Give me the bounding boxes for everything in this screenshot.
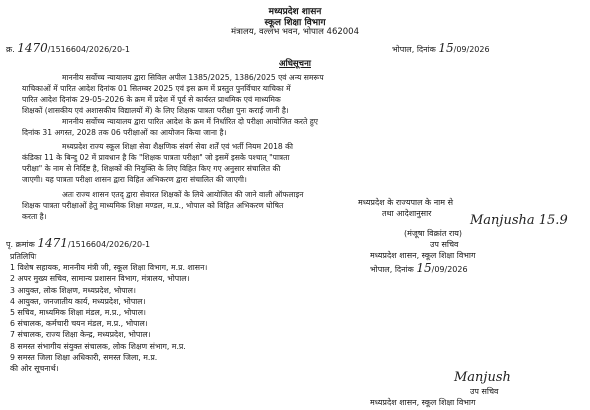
ref-date-1: भोपाल, दिनांक 15/09/2026 bbox=[392, 41, 490, 55]
paragraph-2: मध्यप्रदेश राज्य स्कूल शिक्षा सेवा शैक्षणिक संवर्ग सेवा शर्तें एवं भर्ती नियम 2018 की कंडिका 11 के बिन्दु 02 में प्रावधान है कि "शिक्षक पात्रता परीक्षा" जो इसमें इसके पश्चात् "पात्रता परीक्षा" के नाम से निर्दिष्ट है, शिक्षकों की नियुक्ति के लिए विहित किए गए अनुसार संचालित की जाएगी। यह पात्रता परीक्षा शासन द्वारा विहित अभिकरण द्वारा संचालित की जाएगी। bbox=[22, 142, 293, 184]
header-address: मंत्रालय, वल्लभ भवन, भोपाल 462004 bbox=[230, 27, 360, 37]
date-handwritten: 15 bbox=[438, 41, 454, 55]
date2-handwritten: 15 bbox=[416, 261, 432, 275]
list-item: 5 सचिव, माध्यमिक शिक्षा मंडल, म.प्र., भोपाल। bbox=[10, 308, 146, 318]
list-item: 7 संचालक, राज्य शिक्षा केन्द्र, मध्यप्रदेश, भोपाल। bbox=[10, 330, 151, 340]
sig2-department: मध्यप्रदेश शासन, स्कूल शिक्षा विभाग bbox=[370, 398, 476, 407]
ref-suffix: /1516604/2026/20-1 bbox=[47, 45, 131, 54]
header-government: मध्यप्रदेश शासन bbox=[268, 7, 322, 17]
header-department: स्कूल शिक्षा विभाग bbox=[264, 18, 326, 28]
sig2-designation: उप सचिव bbox=[470, 387, 499, 396]
paragraph-1: माननीय सर्वोच्च न्यायालय द्वारा सिविल अपील 1385/2025, 1386/2025 एवं अन्य समरूप याचिकाओं में पारित आदेश दिनांक 01 सितम्बर 2025 एवं इस क्रम में प्रस्तुत पुनर्विचार याचिका में पारित आदेश दिनांक 29-05-2026 के क्रम में प्रदेश में पूर्व से कार्यरत प्राथमिक एवं माध्यमिक शिक्षकों (शासकीय एवं अशासकीय विद्यालयों में) के लिए शिक्षक पात्रता परीक्षा पुनः कराई जानी है। माननीय सर्वोच्च न्यायालय द्वारा पारित आदेश के क्रम में निर्धारित दो परीक्षा आयोजित करते हुए दिनांक 31 अगस्त, 2028 तक 06 परीक्षाओं का आयोजन किया जाना है। bbox=[22, 73, 324, 137]
sig1-authority-line: मध्यप्रदेश के राज्यपाल के नाम से bbox=[358, 198, 453, 207]
sig1-name: (मंजूषा विक्रांत राय) bbox=[404, 229, 463, 238]
paragraph-3: अतः राज्य शासन एतद् द्वारा सेवारत शिक्षकों के लिये आयोजित की जाने वाली ऑफलाइन शिक्षक पात्रता परीक्षाओं हेतु माध्यमिक शिक्षा मण्डल, म.प्र., भोपाल को विहित अभिकरण घोषित करता है। bbox=[22, 190, 304, 221]
list-item: 4 आयुक्त, जनजातीय कार्य, मध्यप्रदेश, भोपाल। bbox=[10, 296, 146, 306]
sig1-order-line: तथा आदेशानुसार bbox=[382, 209, 432, 218]
sig1-designation: उप सचिव bbox=[430, 240, 459, 249]
list-item: 2 अपर मुख्य सचिव, सामान्य प्रशासन विभाग, मंत्रालय, भोपाल। bbox=[10, 274, 190, 284]
ref-date-2: भोपाल, दिनांक 15/09/2026 bbox=[370, 261, 468, 275]
list-item: 8 समस्त संभागीय संयुक्त संचालक, लोक शिक्षण संभाग, म.प्र. bbox=[10, 341, 186, 351]
ref-number-2: पृ. क्रमांक 1471/1516604/2026/20-1 bbox=[6, 236, 151, 250]
ref-prefix: क्र. bbox=[6, 45, 15, 54]
copy-label: प्रतिलिपिः bbox=[10, 252, 37, 261]
copy-list bbox=[10, 251, 207, 374]
notification-title: अधिसूचना bbox=[279, 59, 311, 69]
ref-number-1 bbox=[6, 41, 130, 55]
list-item: 6 संचालक, कर्मचारी चयन मंडल, म.प्र., भोपाल। bbox=[10, 319, 148, 329]
list-item: 3 आयुक्त, लोक शिक्षण, मध्यप्रदेश, भोपाल। bbox=[10, 285, 136, 295]
ref2-handwritten-number: 1471 bbox=[37, 236, 68, 250]
sig1-department: मध्यप्रदेश शासन, स्कूल शिक्षा विभाग bbox=[370, 251, 476, 260]
list-item: की ओर सूचनार्थ। bbox=[10, 364, 59, 374]
list-item: 1 विशेष सहायक, माननीय मंत्री जी, स्कूल शिक्षा विभाग, म.प्र. शासन। bbox=[10, 263, 208, 273]
list-item: 9 समस्त जिला शिक्षा अधिकारी, समस्त जिला, म.प्र. bbox=[10, 352, 158, 362]
signature-1: Manjusha 15.9 bbox=[470, 213, 568, 228]
signature-2: Manjush bbox=[454, 370, 511, 385]
ref-handwritten-number: 1470 bbox=[17, 41, 48, 55]
